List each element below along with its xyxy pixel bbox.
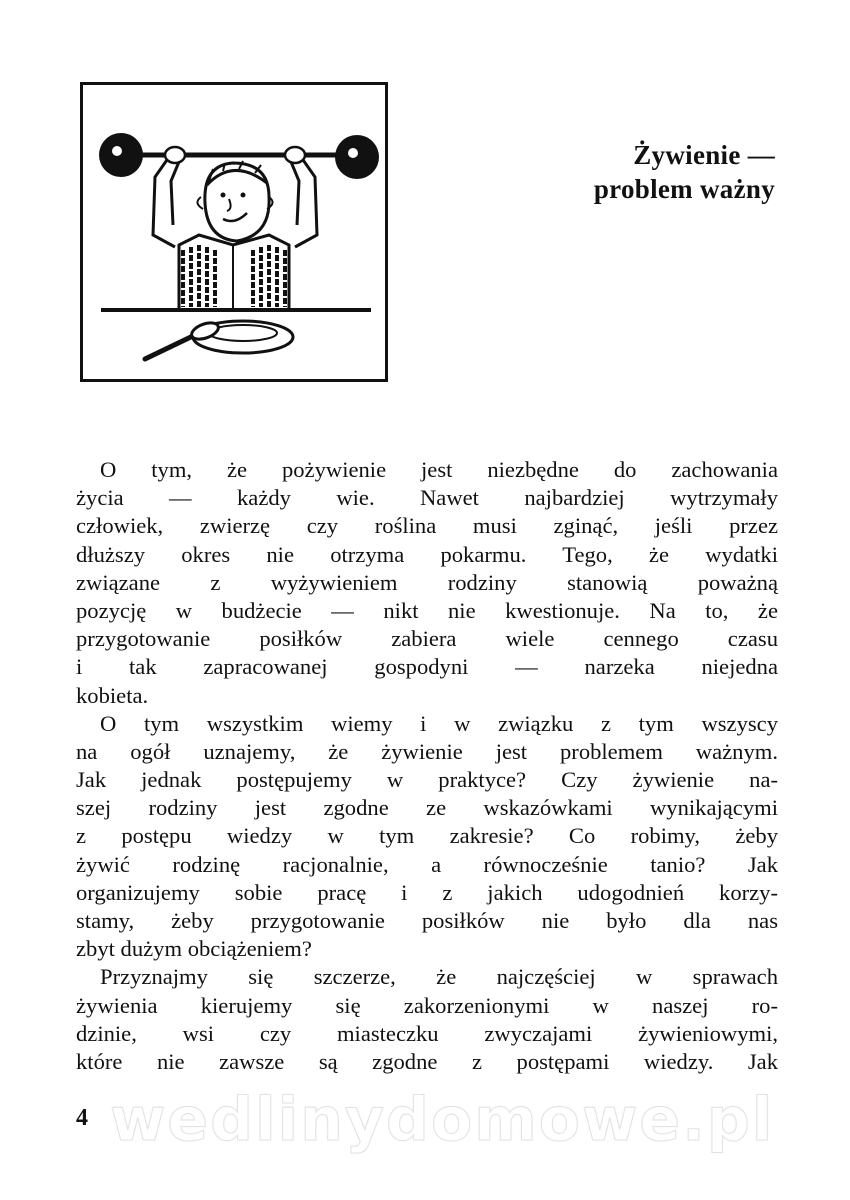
text-line: O tym, że pożywienie jest niezbędne do zachowania bbox=[100, 457, 778, 482]
weightlifter-drawing bbox=[83, 85, 385, 379]
paragraph-1 bbox=[76, 456, 778, 710]
body-text bbox=[76, 456, 778, 1076]
spoon-icon bbox=[145, 335, 195, 359]
text-line: stamy, żeby przygotowanie posiłków nie było dla nas bbox=[76, 908, 778, 933]
text-line: szej rodziny jest zgodne ze wskazówkami wynikającymi bbox=[76, 795, 778, 821]
text-line: człowiek, zwierzę czy roślina musi zginąć, jeśli przez bbox=[76, 513, 778, 539]
text-line: organizujemy sobie pracę i z jakich udogodnień korzy- bbox=[76, 879, 778, 905]
text-line: na ogół uznajemy, że żywienie jest problemem ważnym. bbox=[76, 738, 778, 764]
right-weight-icon bbox=[335, 135, 379, 179]
text-line: z postępu wiedzy w tym zakresie? Co robimy, żeby bbox=[76, 823, 778, 849]
text-line: Jak jednak postępujemy w praktyce? Czy żywienie na- bbox=[76, 767, 778, 793]
page-number: 4 bbox=[76, 1105, 88, 1131]
text-line: które nie zawsze są zgodne z postępami wiedzy. Jak bbox=[76, 1048, 778, 1074]
paragraph-2 bbox=[76, 710, 778, 964]
text-line: O tym wszystkim wiemy i w związku z tym wszyscy bbox=[100, 710, 778, 736]
text-line: dłuższy okres nie otrzyma pokarmu. Tego, że wydatki bbox=[76, 541, 778, 567]
watermark: wedlinydomowe.pl bbox=[110, 1085, 775, 1155]
chapter-title bbox=[594, 138, 775, 206]
text-line: żywienia kierujemy się zakorzenionymi w naszej ro- bbox=[76, 992, 778, 1018]
weightlifter-illustration bbox=[80, 82, 388, 382]
text-line: życia — każdy wie. Nawet najbardziej wytrzymały bbox=[76, 485, 778, 511]
text-line: przygotowanie posiłków zabiera wiele cennego czasu bbox=[76, 626, 778, 652]
text-line: związane z wyżywieniem rodziny stanowią poważną bbox=[76, 569, 778, 595]
text-line: Przyznajmy się szczerze, że najczęściej w sprawach bbox=[100, 964, 778, 990]
text-line: zbyt dużym obciążeniem? bbox=[76, 936, 312, 962]
chapter-title-line-2: problem ważny bbox=[593, 174, 775, 204]
text-line: żywić rodzinę racjonalnie, a równocześnie tanio? Jak bbox=[76, 851, 778, 877]
left-weight-icon bbox=[99, 133, 143, 177]
text-line: pozycję w budżecie — nikt nie kwestionuje. Na to, że bbox=[76, 597, 778, 623]
text-line: kobieta. bbox=[76, 682, 149, 708]
text-line: dzinie, wsi czy miasteczku zwyczajami żywieniowymi, bbox=[76, 1020, 778, 1046]
text-line: i tak zapracowanej gospodyni — narzeka niejedna bbox=[76, 654, 778, 680]
paragraph-3 bbox=[76, 963, 778, 1076]
chapter-title-line-1: Żywienie — bbox=[633, 140, 775, 170]
